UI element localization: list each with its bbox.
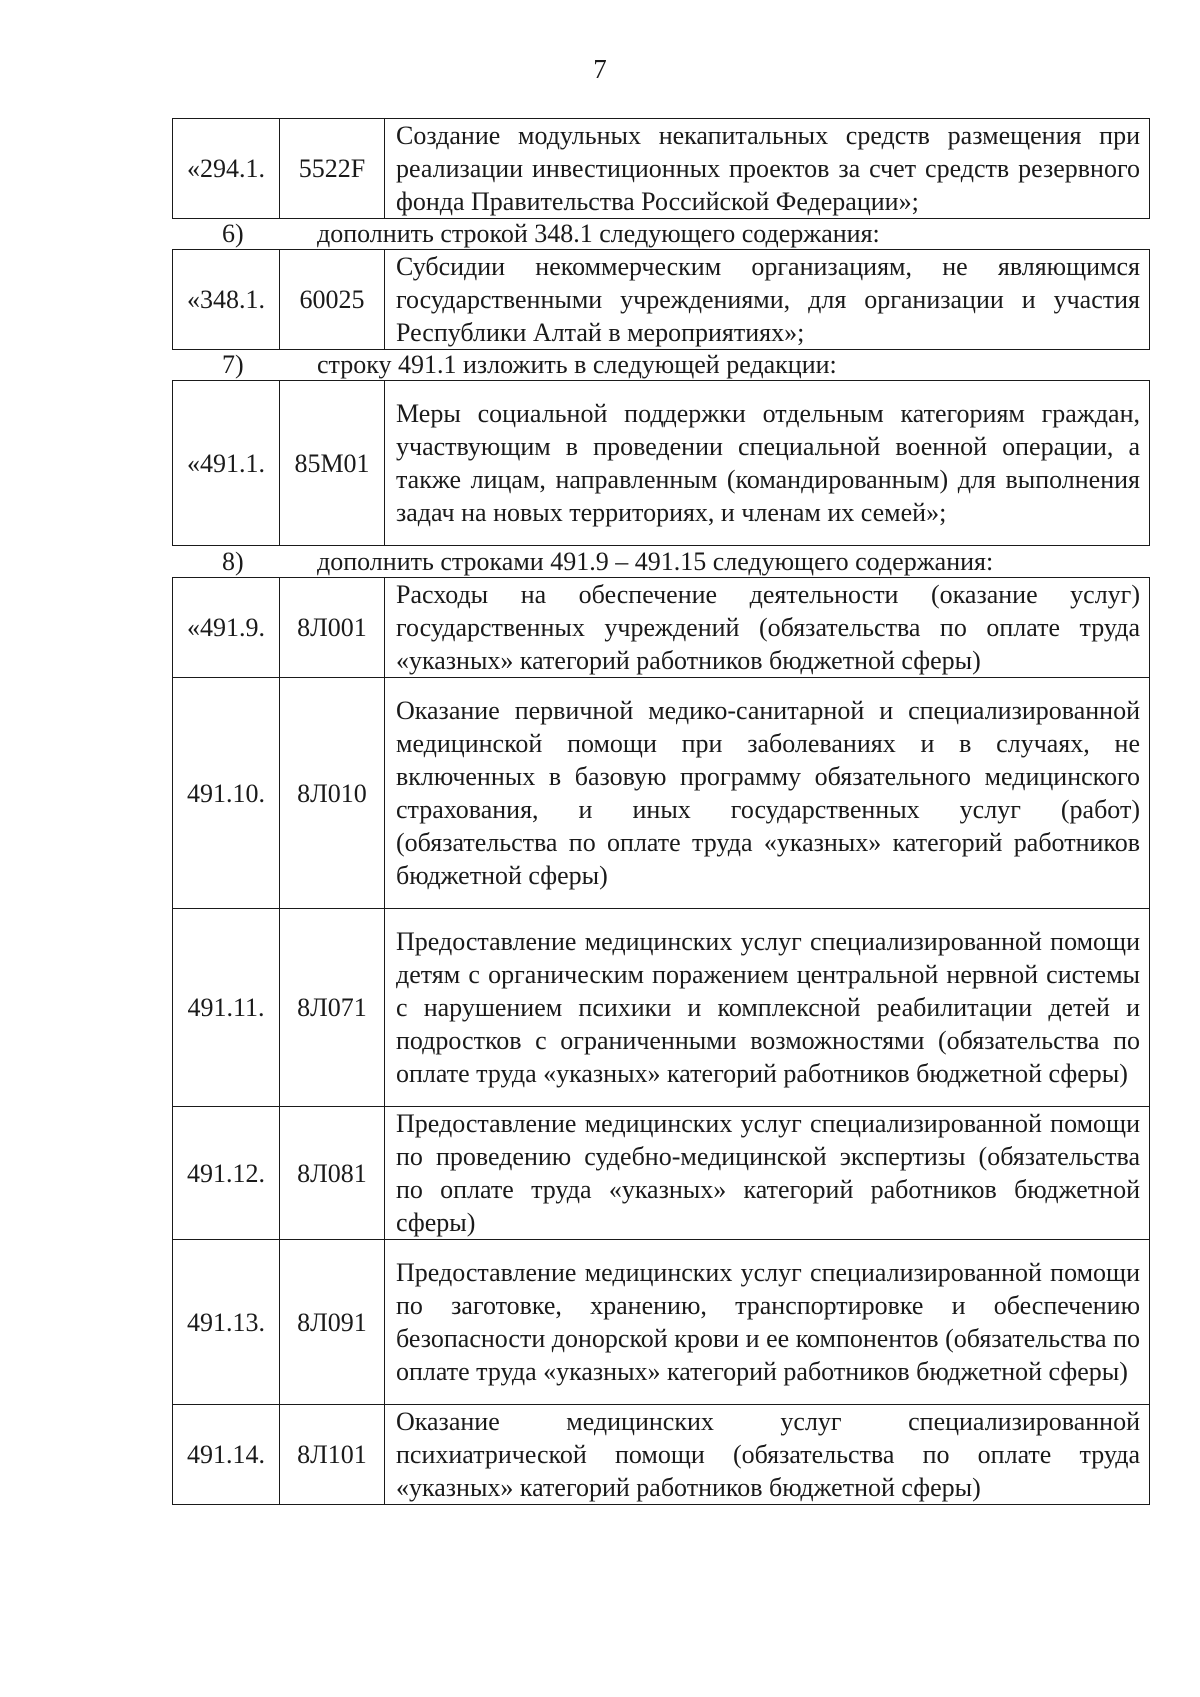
instruction-text: строку 491.1 изложить в следующей редакции:	[317, 350, 837, 379]
instruction-6	[172, 219, 1150, 249]
instruction-8	[172, 547, 1150, 577]
row-number: «491.9.	[173, 578, 280, 678]
row-number: 491.10.	[173, 678, 280, 909]
row-description: Меры социальной поддержки отдельным категориям граждан, участвующим в проведении специальной военной операции, а также лицам, направленным (командированным) для выполнения задач на новых территориях, и членам их семей»;	[385, 381, 1150, 546]
row-code: 85М01	[280, 381, 385, 546]
instruction-number: 6)	[222, 219, 244, 248]
row-code: 60025	[280, 250, 385, 350]
row-code: 8Л081	[280, 1107, 385, 1240]
row-code: 5522F	[280, 119, 385, 219]
table-row	[173, 678, 1150, 909]
row-description: Оказание первичной медико-санитарной и специализированной медицинской помощи при заболеваниях и в случаях, не включенных в базовую программу обязательного медицинского страхования, и иных государственных услуг (работ) (обязательства по оплате труда «указных» категорий работников бюджетной сферы)	[385, 678, 1150, 909]
table-row	[173, 578, 1150, 678]
row-code: 8Л001	[280, 578, 385, 678]
table-row	[173, 1107, 1150, 1240]
table-row	[173, 909, 1150, 1107]
instruction-text: дополнить строкой 348.1 следующего содержания:	[317, 219, 880, 248]
table-block-348	[172, 249, 1150, 350]
instruction-7	[172, 350, 1150, 380]
row-number: 491.12.	[173, 1107, 280, 1240]
table-row	[173, 250, 1150, 350]
row-description: Предоставление медицинских услуг специализированной помощи по проведению судебно-медицинской экспертизы (обязательства по оплате труда «указных» категорий работников бюджетной сферы)	[385, 1107, 1150, 1240]
row-description: Предоставление медицинских услуг специализированной помощи детям с органическим поражением центральной нервной системы с нарушением психики и комплексной реабилитации детей и подростков с ограниченными возможностями (обязательства по оплате труда «указных» категорий работников бюджетной сферы)	[385, 909, 1150, 1107]
row-number: «491.1.	[173, 381, 280, 546]
row-number: «294.1.	[173, 119, 280, 219]
table-block-294	[172, 118, 1150, 219]
row-number: 491.14.	[173, 1405, 280, 1505]
table-row	[173, 1240, 1150, 1405]
row-code: 8Л071	[280, 909, 385, 1107]
instruction-number: 7)	[222, 350, 244, 379]
page-number: 7	[593, 54, 607, 84]
instruction-text: дополнить строками 491.9 – 491.15 следующего содержания:	[317, 547, 994, 576]
row-number: «348.1.	[173, 250, 280, 350]
row-description: Оказание медицинских услуг специализированной психиатрической помощи (обязательства по оплате труда «указных» категорий работников бюджетной сферы)	[385, 1405, 1150, 1505]
row-description: Субсидии некоммерческим организациям, не являющимся государственными учреждениями, для организации и участия Республики Алтай в мероприятиях»;	[385, 250, 1150, 350]
table-row	[173, 1405, 1150, 1505]
row-code: 8Л010	[280, 678, 385, 909]
row-description: Расходы на обеспечение деятельности (оказание услуг) государственных учреждений (обязательства по оплате труда «указных» категорий работников бюджетной сферы)	[385, 578, 1150, 678]
table-block-491-9-14	[172, 577, 1150, 1505]
row-description: Предоставление медицинских услуг специализированной помощи по заготовке, хранению, транспортировке и обеспечению безопасности донорской крови и ее компонентов (обязательства по оплате труда «указных» категорий работников бюджетной сферы)	[385, 1240, 1150, 1405]
table-row	[173, 381, 1150, 546]
row-number: 491.13.	[173, 1240, 280, 1405]
table-row	[173, 119, 1150, 219]
instruction-number: 8)	[222, 547, 244, 576]
row-number: 491.11.	[173, 909, 280, 1107]
row-code: 8Л101	[280, 1405, 385, 1505]
row-code: 8Л091	[280, 1240, 385, 1405]
row-description: Создание модульных некапитальных средств размещения при реализации инвестиционных проектов за счет средств резервного фонда Правительства Российской Федерации»;	[385, 119, 1150, 219]
table-block-491-1	[172, 380, 1150, 546]
